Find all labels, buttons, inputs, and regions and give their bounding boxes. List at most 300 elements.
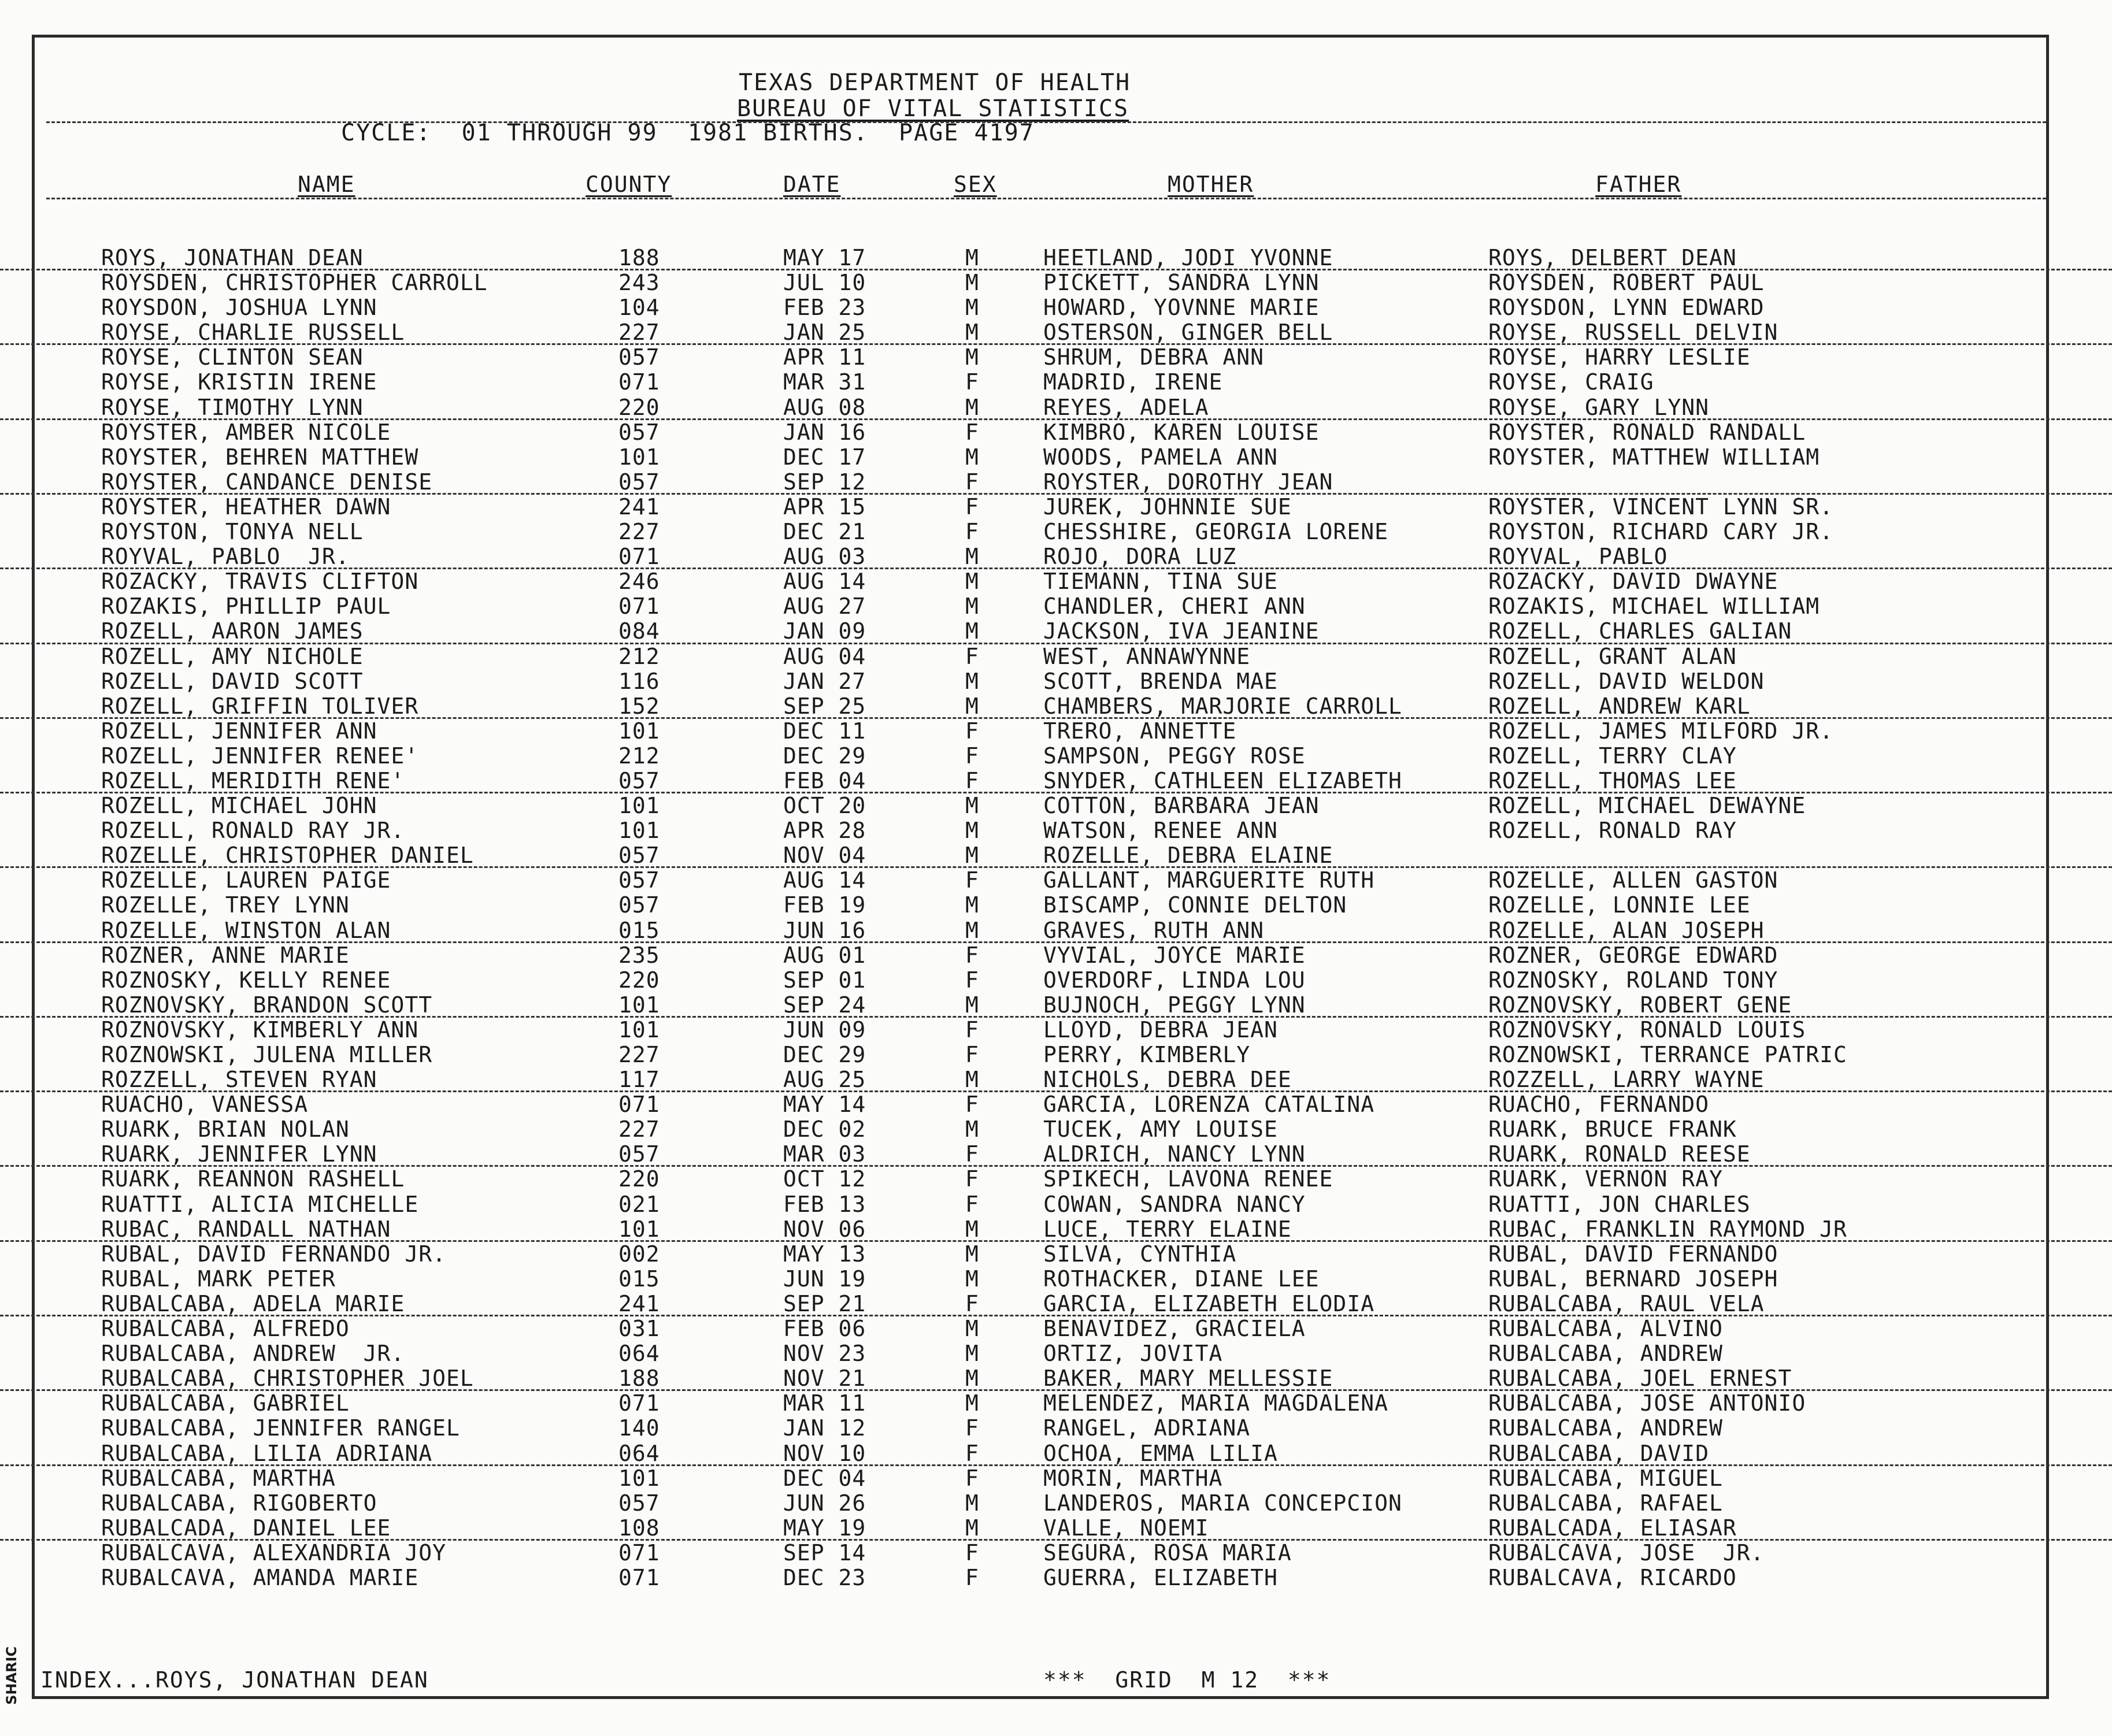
- cell-name: ROZACKY, TRAVIS CLIFTON: [101, 569, 419, 595]
- cell-name: RUARK, BRIAN NOLAN: [101, 1116, 350, 1143]
- cell-sex: F: [965, 1440, 979, 1466]
- cell-mother: JACKSON, IVA JEANINE: [1043, 618, 1320, 644]
- cell-father: ROYSDON, LYNN EDWARD: [1488, 295, 1765, 321]
- cell-name: ROYSTER, HEATHER DAWN: [101, 494, 391, 520]
- cell-father: ROZNOWSKI, TERRANCE PATRIC: [1488, 1042, 1847, 1067]
- cell-sex: F: [965, 1141, 979, 1167]
- table-row: [0, 1067, 2112, 1092]
- table-row: [0, 1541, 2112, 1566]
- cell-county: 101: [618, 1465, 660, 1491]
- index-footer: INDEX...ROYS, JONATHAN DEAN: [40, 1667, 429, 1693]
- cell-mother: BAKER, MARY MELLESSIE: [1043, 1366, 1333, 1392]
- cell-county: 101: [618, 818, 660, 844]
- cell-county: 116: [618, 668, 660, 694]
- cell-sex: F: [965, 767, 979, 793]
- cell-sex: F: [965, 1564, 979, 1590]
- cell-father: ROZELL, DAVID WELDON: [1488, 668, 1765, 694]
- cell-mother: NICHOLS, DEBRA DEE: [1043, 1067, 1292, 1093]
- cell-sex: F: [965, 1017, 979, 1043]
- column-header-mother: MOTHER: [1168, 172, 1254, 197]
- cell-father: ROYSTER, MATTHEW WILLIAM: [1488, 444, 1820, 470]
- cell-mother: SNYDER, CATHLEEN ELIZABETH: [1043, 767, 1402, 793]
- cell-date: FEB 23: [783, 295, 866, 321]
- cell-county: 071: [618, 1390, 660, 1416]
- cell-sex: F: [965, 718, 979, 744]
- cell-mother: RANGEL, ADRIANA: [1043, 1415, 1251, 1441]
- birth-records-table: [0, 246, 2112, 1590]
- cell-date: MAR 03: [783, 1141, 866, 1167]
- cell-father: ROZELL, MICHAEL DEWAYNE: [1488, 793, 1806, 819]
- cell-mother: HEETLAND, JODI YVONNE: [1043, 245, 1333, 270]
- cell-sex: M: [965, 569, 979, 595]
- cell-county: 227: [618, 320, 660, 346]
- cell-date: AUG 14: [783, 867, 866, 893]
- table-row: [0, 1217, 2112, 1242]
- cell-name: ROZELL, JENNIFER RENEE': [101, 743, 419, 769]
- cell-name: RUBALCAVA, ALEXANDRIA JOY: [101, 1540, 446, 1566]
- cell-father: ROZELL, ANDREW KARL: [1488, 693, 1751, 719]
- table-row: [0, 445, 2112, 470]
- cell-father: ROZNER, GEORGE EDWARD: [1488, 942, 1778, 968]
- cell-name: ROYSE, CHARLIE RUSSELL: [101, 320, 405, 346]
- cell-mother: CHAMBERS, MARJORIE CARROLL: [1043, 693, 1402, 719]
- header-rule-bottom: [46, 198, 2046, 199]
- cell-name: ROZZELL, STEVEN RYAN: [101, 1067, 377, 1093]
- cell-mother: WATSON, RENEE ANN: [1043, 818, 1278, 844]
- cell-mother: MADRID, IRENE: [1043, 369, 1223, 395]
- cell-date: JUL 10: [783, 270, 866, 296]
- cell-county: 220: [618, 394, 660, 420]
- cell-name: ROZNOSKY, KELLY RENEE: [101, 967, 391, 993]
- cell-sex: M: [965, 917, 979, 943]
- cell-name: ROYSDON, JOSHUA LYNN: [101, 295, 377, 321]
- cell-name: RUARK, JENNIFER LYNN: [101, 1141, 377, 1167]
- cell-sex: M: [965, 892, 979, 918]
- cell-date: DEC 04: [783, 1465, 866, 1491]
- cell-date: JAN 25: [783, 320, 866, 346]
- cell-county: 057: [618, 867, 660, 893]
- cell-sex: M: [965, 245, 979, 270]
- table-row: [0, 544, 2112, 569]
- cell-county: 064: [618, 1440, 660, 1466]
- table-row: [0, 246, 2112, 270]
- cell-sex: F: [965, 1191, 979, 1217]
- cell-father: ROYS, DELBERT DEAN: [1488, 245, 1737, 270]
- cell-name: ROYSE, KRISTIN IRENE: [101, 369, 377, 395]
- cell-county: 243: [618, 270, 660, 296]
- cell-name: ROYSDEN, CHRISTOPHER CARROLL: [101, 270, 488, 296]
- cell-father: RUBALCABA, ANDREW: [1488, 1415, 1723, 1441]
- cell-county: 071: [618, 593, 660, 620]
- cell-date: NOV 06: [783, 1216, 866, 1242]
- cell-county: 117: [618, 1067, 660, 1093]
- cell-sex: M: [965, 693, 979, 719]
- cell-sex: F: [965, 1042, 979, 1067]
- cell-date: FEB 13: [783, 1191, 866, 1217]
- cell-county: 064: [618, 1341, 660, 1367]
- cell-date: JAN 16: [783, 419, 866, 445]
- cell-name: RUBALCABA, LILIA ADRIANA: [101, 1440, 433, 1466]
- cell-father: ROZELLE, ALAN JOSEPH: [1488, 917, 1765, 943]
- cell-date: JAN 09: [783, 618, 866, 644]
- cell-county: 101: [618, 992, 660, 1018]
- cell-sex: M: [965, 344, 979, 370]
- header-title: TEXAS DEPARTMENT OF HEALTH: [739, 69, 1131, 96]
- cell-county: 101: [618, 718, 660, 744]
- cell-sex: M: [965, 818, 979, 844]
- cell-father: ROZNOVSKY, RONALD LOUIS: [1488, 1017, 1806, 1043]
- cell-date: OCT 20: [783, 793, 866, 819]
- cell-sex: F: [965, 1290, 979, 1316]
- cell-sex: F: [965, 942, 979, 968]
- cell-name: RUBAC, RANDALL NATHAN: [101, 1216, 391, 1242]
- cell-name: ROZELLE, TREY LYNN: [101, 892, 350, 918]
- cell-name: ROYSTER, BEHREN MATTHEW: [101, 444, 419, 470]
- cell-date: APR 15: [783, 494, 866, 520]
- cell-sex: M: [965, 593, 979, 620]
- cell-date: JUN 09: [783, 1017, 866, 1043]
- cell-father: RUARK, BRUCE FRANK: [1488, 1116, 1737, 1143]
- cell-county: 057: [618, 767, 660, 793]
- cell-father: ROZELL, THOMAS LEE: [1488, 767, 1737, 793]
- cell-name: ROZELL, AARON JAMES: [101, 618, 364, 644]
- cell-sex: F: [965, 369, 979, 395]
- column-header-name: NAME: [298, 172, 355, 197]
- cell-name: RUACHO, VANESSA: [101, 1092, 309, 1118]
- cell-father: ROZNOVSKY, ROBERT GENE: [1488, 992, 1792, 1018]
- cell-mother: GRAVES, RUTH ANN: [1043, 917, 1265, 943]
- table-row: [0, 694, 2112, 719]
- table-row: [0, 1516, 2112, 1541]
- table-row: [0, 868, 2112, 893]
- cell-name: RUBALCABA, JENNIFER RANGEL: [101, 1415, 460, 1441]
- cell-county: 108: [618, 1515, 660, 1541]
- cell-sex: M: [965, 270, 979, 296]
- cell-mother: BISCAMP, CONNIE DELTON: [1043, 892, 1347, 918]
- cell-mother: COTTON, BARBARA JEAN: [1043, 793, 1320, 819]
- cell-sex: F: [965, 519, 979, 545]
- table-row: [0, 669, 2112, 694]
- table-row: [0, 569, 2112, 594]
- cell-mother: BENAVIDEZ, GRACIELA: [1043, 1316, 1306, 1342]
- cell-date: FEB 19: [783, 892, 866, 918]
- cell-county: 071: [618, 1564, 660, 1590]
- table-row: [0, 270, 2112, 295]
- cell-county: 071: [618, 369, 660, 395]
- cell-county: 220: [618, 1166, 660, 1192]
- cell-mother: GALLANT, MARGUERITE RUTH: [1043, 867, 1375, 893]
- cell-county: 140: [618, 1415, 660, 1441]
- cell-name: ROYVAL, PABLO JR.: [101, 544, 350, 570]
- cell-date: SEP 12: [783, 469, 866, 495]
- table-row: [0, 1267, 2112, 1292]
- cell-father: ROZELL, RONALD RAY: [1488, 818, 1737, 844]
- cell-mother: PERRY, KIMBERLY: [1043, 1042, 1251, 1067]
- cell-county: 057: [618, 469, 660, 495]
- cell-father: ROZZELL, LARRY WAYNE: [1488, 1067, 1765, 1093]
- table-row: [0, 1441, 2112, 1466]
- cell-name: RUBALCABA, MARTHA: [101, 1465, 336, 1491]
- column-header-father: FATHER: [1595, 172, 1682, 197]
- cell-father: ROZELL, TERRY CLAY: [1488, 743, 1737, 769]
- cell-date: AUG 14: [783, 569, 866, 595]
- cell-father: ROZACKY, DAVID DWAYNE: [1488, 569, 1778, 595]
- table-row: [0, 818, 2112, 843]
- cell-father: ROZNOSKY, ROLAND TONY: [1488, 967, 1778, 993]
- table-row: [0, 1491, 2112, 1516]
- cell-date: AUG 01: [783, 942, 866, 968]
- table-row: [0, 495, 2112, 520]
- side-stamp: SHARIC: [3, 1646, 20, 1705]
- cell-date: MAR 31: [783, 369, 866, 395]
- cell-father: RUBALCABA, ALVINO: [1488, 1316, 1723, 1342]
- table-row: [0, 993, 2112, 1018]
- cell-date: AUG 27: [783, 593, 866, 620]
- cell-date: AUG 03: [783, 544, 866, 570]
- cell-date: MAY 14: [783, 1092, 866, 1118]
- cell-county: 227: [618, 1116, 660, 1143]
- header-subtitle: BUREAU OF VITAL STATISTICS: [737, 95, 1129, 122]
- cell-date: AUG 08: [783, 394, 866, 420]
- table-row: [0, 1043, 2112, 1067]
- cell-county: 101: [618, 1216, 660, 1242]
- cell-father: RUBAL, DAVID FERNANDO: [1488, 1241, 1778, 1267]
- cell-name: ROZELL, JENNIFER ANN: [101, 718, 377, 744]
- cell-sex: M: [965, 394, 979, 420]
- table-row: [0, 420, 2112, 445]
- cell-name: RUBALCABA, ALFREDO: [101, 1316, 350, 1342]
- cell-mother: BUJNOCH, PEGGY LYNN: [1043, 992, 1306, 1018]
- cell-county: 057: [618, 892, 660, 918]
- cell-date: MAY 19: [783, 1515, 866, 1541]
- table-row: [0, 619, 2112, 644]
- table-row: [0, 594, 2112, 619]
- table-row: [0, 520, 2112, 544]
- column-header-date: DATE: [783, 172, 841, 197]
- cell-mother: OSTERSON, GINGER BELL: [1043, 320, 1333, 346]
- cell-sex: F: [965, 494, 979, 520]
- cell-mother: LLOYD, DEBRA JEAN: [1043, 1017, 1278, 1043]
- cell-name: RUBALCABA, ANDREW JR.: [101, 1341, 405, 1367]
- cell-mother: OCHOA, EMMA LILIA: [1043, 1440, 1278, 1466]
- cell-mother: SEGURA, ROSA MARIA: [1043, 1540, 1292, 1566]
- table-row: [0, 1366, 2112, 1391]
- cell-date: NOV 23: [783, 1341, 866, 1367]
- table-row: [0, 893, 2112, 918]
- cell-mother: SILVA, CYNTHIA: [1043, 1241, 1237, 1267]
- table-row: [0, 1117, 2112, 1142]
- cell-name: ROZELLE, LAUREN PAIGE: [101, 867, 391, 893]
- cell-county: 104: [618, 295, 660, 321]
- table-row: [0, 769, 2112, 793]
- cell-mother: GUERRA, ELIZABETH: [1043, 1564, 1278, 1590]
- cell-father: ROYSTON, RICHARD CARY JR.: [1488, 519, 1833, 545]
- cell-mother: GARCIA, ELIZABETH ELODIA: [1043, 1290, 1375, 1316]
- cell-name: RUBALCABA, CHRISTOPHER JOEL: [101, 1366, 474, 1392]
- cell-father: RUBALCABA, DAVID: [1488, 1440, 1710, 1466]
- cell-mother: LANDEROS, MARIA CONCEPCION: [1043, 1490, 1402, 1516]
- cell-mother: WEST, ANNAWYNNE: [1043, 643, 1251, 669]
- cell-county: 084: [618, 618, 660, 644]
- cell-date: DEC 02: [783, 1116, 866, 1143]
- cell-father: ROZELL, JAMES MILFORD JR.: [1488, 718, 1833, 744]
- cell-sex: F: [965, 469, 979, 495]
- cell-father: RUBALCABA, RAFAEL: [1488, 1490, 1723, 1516]
- table-row: [0, 1416, 2112, 1441]
- cell-county: 015: [618, 917, 660, 943]
- cell-name: ROYSTON, TONYA NELL: [101, 519, 364, 545]
- cell-name: ROYS, JONATHAN DEAN: [101, 245, 364, 270]
- cell-county: 152: [618, 693, 660, 719]
- cell-mother: SHRUM, DEBRA ANN: [1043, 344, 1265, 370]
- cell-sex: M: [965, 1390, 979, 1416]
- cell-date: DEC 11: [783, 718, 866, 744]
- table-row: [0, 1167, 2112, 1192]
- cell-date: DEC 21: [783, 519, 866, 545]
- cell-name: ROZAKIS, PHILLIP PAUL: [101, 593, 391, 620]
- cell-date: MAY 17: [783, 245, 866, 270]
- cell-name: RUBAL, DAVID FERNANDO JR.: [101, 1241, 446, 1267]
- cell-sex: M: [965, 1316, 979, 1342]
- cell-name: ROZELL, MICHAEL JOHN: [101, 793, 377, 819]
- cell-sex: F: [965, 743, 979, 769]
- cell-name: ROZNER, ANNE MARIE: [101, 942, 350, 968]
- cell-county: 057: [618, 1141, 660, 1167]
- cell-mother: ROZELLE, DEBRA ELAINE: [1043, 843, 1333, 869]
- cell-sex: F: [965, 1465, 979, 1491]
- cell-sex: M: [965, 1515, 979, 1541]
- cell-county: 188: [618, 1366, 660, 1392]
- cell-father: ROZAKIS, MICHAEL WILLIAM: [1488, 593, 1820, 620]
- cell-county: 212: [618, 643, 660, 669]
- cell-mother: WOODS, PAMELA ANN: [1043, 444, 1278, 470]
- table-row: [0, 295, 2112, 320]
- cell-county: 235: [618, 942, 660, 968]
- cell-sex: F: [965, 1540, 979, 1566]
- cell-county: 057: [618, 1490, 660, 1516]
- cell-sex: M: [965, 1067, 979, 1093]
- column-header-county: COUNTY: [586, 172, 672, 197]
- cell-mother: SAMPSON, PEGGY ROSE: [1043, 743, 1306, 769]
- cell-father: RUARK, RONALD REESE: [1488, 1141, 1751, 1167]
- table-row: [0, 470, 2112, 495]
- cell-sex: M: [965, 843, 979, 869]
- cell-father: ROYSE, GARY LYNN: [1488, 394, 1710, 420]
- cell-county: 015: [618, 1266, 660, 1292]
- cell-mother: REYES, ADELA: [1043, 394, 1209, 420]
- cell-date: DEC 17: [783, 444, 866, 470]
- cell-father: ROYSE, RUSSELL DELVIN: [1488, 320, 1778, 346]
- table-row: [0, 1092, 2112, 1117]
- cycle-line: CYCLE: 01 THROUGH 99 1981 BIRTHS. PAGE 4197: [341, 120, 1035, 146]
- table-row: [0, 1316, 2112, 1341]
- cell-county: 241: [618, 494, 660, 520]
- table-row: [0, 1242, 2112, 1267]
- cell-mother: SCOTT, BRENDA MAE: [1043, 668, 1278, 694]
- cell-father: RUBALCABA, ANDREW: [1488, 1341, 1723, 1367]
- cell-sex: F: [965, 967, 979, 993]
- cell-sex: M: [965, 544, 979, 570]
- cell-mother: SPIKECH, LAVONA RENEE: [1043, 1166, 1333, 1192]
- cell-date: JUN 16: [783, 917, 866, 943]
- cell-name: RUBAL, MARK PETER: [101, 1266, 336, 1292]
- cell-sex: M: [965, 668, 979, 694]
- cell-name: RUBALCADA, DANIEL LEE: [101, 1515, 391, 1541]
- cell-name: ROZNOVSKY, KIMBERLY ANN: [101, 1017, 419, 1043]
- table-row: [0, 719, 2112, 744]
- cell-mother: ALDRICH, NANCY LYNN: [1043, 1141, 1306, 1167]
- cell-sex: F: [965, 1415, 979, 1441]
- cell-sex: M: [965, 618, 979, 644]
- cell-county: 071: [618, 1092, 660, 1118]
- table-row: [0, 1566, 2112, 1590]
- cell-date: DEC 23: [783, 1564, 866, 1590]
- cell-mother: VYVIAL, JOYCE MARIE: [1043, 942, 1306, 968]
- cell-county: 101: [618, 1017, 660, 1043]
- cell-mother: ROTHACKER, DIANE LEE: [1043, 1266, 1320, 1292]
- cell-county: 227: [618, 1042, 660, 1067]
- cell-name: RUBALCABA, ADELA MARIE: [101, 1290, 405, 1316]
- cell-father: RUBALCABA, JOEL ERNEST: [1488, 1366, 1792, 1392]
- cell-date: NOV 10: [783, 1440, 866, 1466]
- table-row: [0, 320, 2112, 345]
- cell-father: ROYSE, HARRY LESLIE: [1488, 344, 1751, 370]
- cell-father: RUACHO, FERNANDO: [1488, 1092, 1710, 1118]
- cell-name: ROZELL, AMY NICHOLE: [101, 643, 364, 669]
- cell-mother: ROYSTER, DOROTHY JEAN: [1043, 469, 1333, 495]
- cell-mother: LUCE, TERRY ELAINE: [1043, 1216, 1292, 1242]
- cell-name: ROZELLE, CHRISTOPHER DANIEL: [101, 843, 474, 869]
- cell-county: 057: [618, 843, 660, 869]
- cell-date: NOV 04: [783, 843, 866, 869]
- cell-date: JAN 27: [783, 668, 866, 694]
- cell-date: JUN 19: [783, 1266, 866, 1292]
- table-row: [0, 395, 2112, 420]
- cell-father: RUBALCAVA, JOSE JR.: [1488, 1540, 1765, 1566]
- cell-county: 071: [618, 544, 660, 570]
- cell-mother: TRERO, ANNETTE: [1043, 718, 1237, 744]
- cell-father: ROYSE, CRAIG: [1488, 369, 1654, 395]
- cell-name: RUARK, REANNON RASHELL: [101, 1166, 405, 1192]
- cell-father: RUBALCABA, RAUL VELA: [1488, 1290, 1765, 1316]
- cell-mother: VALLE, NOEMI: [1043, 1515, 1209, 1541]
- cell-sex: M: [965, 1216, 979, 1242]
- cell-county: 241: [618, 1290, 660, 1316]
- cell-sex: M: [965, 1490, 979, 1516]
- cell-father: ROZELLE, ALLEN GASTON: [1488, 867, 1778, 893]
- cell-date: SEP 25: [783, 693, 866, 719]
- cell-name: ROZELL, DAVID SCOTT: [101, 668, 364, 694]
- table-row: [0, 1341, 2112, 1366]
- table-row: [0, 1391, 2112, 1416]
- cell-father: ROZELL, CHARLES GALIAN: [1488, 618, 1792, 644]
- cell-sex: M: [965, 1341, 979, 1367]
- cell-date: MAY 13: [783, 1241, 866, 1267]
- cell-name: RUATTI, ALICIA MICHELLE: [101, 1191, 419, 1217]
- cell-father: ROYSTER, VINCENT LYNN SR.: [1488, 494, 1833, 520]
- cell-mother: TIEMANN, TINA SUE: [1043, 569, 1278, 595]
- cell-county: 031: [618, 1316, 660, 1342]
- table-row: [0, 943, 2112, 968]
- cell-sex: F: [965, 1092, 979, 1118]
- cell-mother: MORIN, MARTHA: [1043, 1465, 1223, 1491]
- cell-date: AUG 25: [783, 1067, 866, 1093]
- table-row: [0, 1142, 2112, 1167]
- cell-date: SEP 14: [783, 1540, 866, 1566]
- table-row: [0, 1018, 2112, 1043]
- cell-date: AUG 04: [783, 643, 866, 669]
- cell-date: DEC 29: [783, 743, 866, 769]
